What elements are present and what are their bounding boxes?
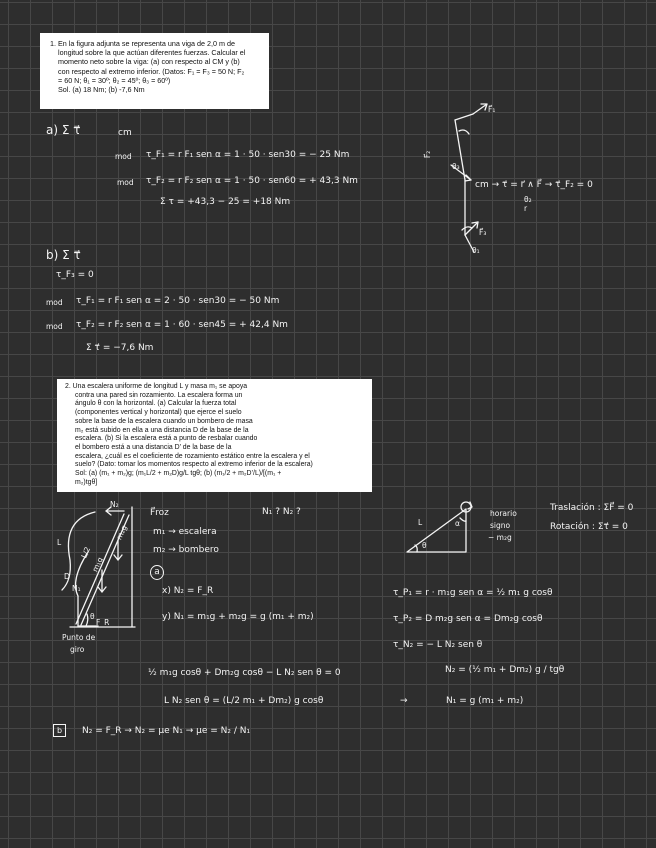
equilibrium-translation: Traslación : ΣF⃗ = 0 bbox=[550, 503, 634, 513]
part2-b-equation: N₂ = F_R → N₂ = μe N₁ → μe = N₂ / N₁ bbox=[82, 726, 251, 736]
problem-2-line: el bombero está a una distancia D’ de la base de la bbox=[75, 443, 232, 451]
part-b-torque-f2: τ_F₂ = r F₂ sen α = 1 · 60 · sen45 = + 42,4 Nm bbox=[76, 320, 288, 330]
part-b-torque-f3: τ_F₃ = 0 bbox=[56, 270, 94, 280]
equilibrium-rotation: Rotación : Στ⃗ = 0 bbox=[550, 522, 628, 532]
problem-2-line: suelo? (Dato: tomar los momentos respecto al extremo inferior de la escalera) bbox=[75, 461, 313, 469]
problem-1-line: longitud sobre la que actúan diferentes fuerzas. Calcular el bbox=[58, 48, 246, 58]
problem-1-line: con respecto al extremo inferior. (Datos: F₁ = F₃ = 50 N; F₂ bbox=[58, 66, 245, 76]
ladder-question: N₁ ? N₂ ? bbox=[262, 507, 301, 517]
part2-a-equation-2: L N₂ sen θ = (L/2 m₁ + Dm₂) g cosθ bbox=[164, 696, 324, 706]
part-a-torque-f2: τ_F₂ = r F₂ sen α = 1 · 50 · sen60 = + 43,3 Nm bbox=[146, 176, 358, 186]
ladder-point-label: Punto de bbox=[62, 633, 96, 642]
part-b-mod-label-2: mod bbox=[46, 322, 63, 331]
ladder-label-l2: L/2 bbox=[79, 545, 93, 560]
beam-label-theta3: θ₃ bbox=[452, 162, 460, 171]
problem-2-line: 2. Una escalera uniforme de longitud L y masa m₁ se apoya bbox=[65, 383, 248, 390]
triangle-alpha-label: α bbox=[455, 519, 460, 528]
triangle-alpha-arc bbox=[460, 518, 466, 521]
beam-cm-equation: cm → τ⃗ = r⃗ ∧ F⃗ → τ⃗_F₂ = 0 bbox=[475, 180, 593, 190]
ladder-label-l: L bbox=[57, 538, 62, 547]
sign-line-1: horario bbox=[490, 509, 517, 518]
ladder-froz: F⃗roz bbox=[150, 508, 169, 518]
part2-a-torque-p1: τ_P₁ = r · m₁g sen α = ½ m₁ g cosθ bbox=[393, 588, 553, 598]
part2-a-result-n2: N₂ = (½ m₁ + Dm₂) g / tgθ bbox=[445, 665, 565, 675]
beam-label-f2: F⃗₂ bbox=[423, 150, 433, 159]
problem-2-line: escalera. (b) Si la escalera está a punto de resbalar cuando bbox=[75, 435, 258, 443]
problem-1-solution: Sol. (a) 18 Nm; (b) -7,6 Nm bbox=[58, 85, 145, 95]
problem-1-line: = 60 N; θ₁ = 30º; θ₂ = 45º; θ₃ = 60º) bbox=[58, 75, 171, 85]
problem-1-line: 1. En la figura adjunta se representa una viga de 2,0 m de bbox=[50, 39, 236, 48]
part2-a-x-equation: x) N₂ = F_R bbox=[162, 586, 214, 596]
problem-2-line: sobre la base de la escalera cuando un bombero de masa bbox=[75, 417, 253, 425]
beam-label-f1: F⃗₁ bbox=[488, 105, 496, 114]
triangle-theta-arc bbox=[415, 545, 417, 552]
problem-2-solution: m₂)tgθ] bbox=[75, 478, 98, 486]
part2-b-marker: b bbox=[53, 724, 66, 737]
problem-2-line: m₂ está subido en ella a una distancia D de la base de la bbox=[75, 426, 249, 434]
ladder-label-m2g: m₂g bbox=[114, 523, 129, 542]
part2-a-result-n1: N₁ = g (m₁ + m₂) bbox=[446, 696, 524, 706]
part-b-heading: b) Σ τ⃗ bbox=[46, 248, 81, 262]
beam-label-theta1: θ₁ bbox=[472, 246, 480, 255]
part2-a-marker: a bbox=[150, 565, 164, 580]
part2-a-arrow: → bbox=[400, 696, 408, 706]
part-a-heading-sub: cm bbox=[118, 128, 132, 138]
part-b-mod-label-1: mod bbox=[46, 298, 63, 307]
ladder-label-n2: N₂ bbox=[110, 500, 119, 509]
part-a-heading: a) Σ τ⃗ bbox=[46, 123, 81, 137]
ladder-label-fr: F_R bbox=[96, 618, 110, 627]
ladder-label-n1: N₁ bbox=[72, 584, 81, 593]
problem-2-line: ángulo θ con la horizontal. (a) Calcular la fuerza total bbox=[75, 400, 237, 408]
ladder-label-m1g: m₁g bbox=[90, 555, 105, 574]
part-a-mod-label-2: mod bbox=[117, 178, 134, 187]
beam-label-r: r bbox=[524, 204, 528, 213]
ladder-m1: m₁ → escalera bbox=[153, 527, 217, 537]
ladder-point-label-2: giro bbox=[70, 645, 85, 654]
part2-a-torque-n2: τ_N₂ = − L N₂ sen θ bbox=[393, 640, 483, 650]
ladder-label-theta: θ bbox=[90, 612, 95, 621]
triangle-theta-label: θ bbox=[422, 541, 427, 550]
part-a-mod-label-1: mod bbox=[115, 152, 132, 161]
beam-label-f3: F⃗₃ bbox=[479, 228, 487, 237]
sign-line-3: − m₂g bbox=[488, 533, 512, 542]
part2-a-torque-p2: τ_P₂ = D m₂g sen α = Dm₂g cosθ bbox=[393, 614, 543, 624]
ladder-label-d: D bbox=[64, 572, 70, 581]
part2-a-equation-1: ½ m₁g cosθ + Dm₂g cosθ − L N₂ sen θ = 0 bbox=[148, 668, 341, 678]
part2-a-y-equation: y) N₁ = m₁g + m₂g = g (m₁ + m₂) bbox=[162, 612, 314, 622]
part-a-sum: Σ τ = +43,3 − 25 = +18 Nm bbox=[160, 197, 291, 207]
problem-1-line: momento neto sobre la viga: (a) con respecto al CM y (b) bbox=[58, 57, 240, 67]
problem-2-line: (componentes vertical y horizontal) que ejerce el suelo bbox=[75, 409, 242, 417]
sign-line-2: signo bbox=[490, 521, 511, 530]
problem-2-line: escalera, ¿cuál es el coeficiente de rozamiento estático entre la escalera y el bbox=[75, 452, 310, 460]
part-b-torque-f1: τ_F₁ = r F₁ sen α = 2 · 50 · sen30 = − 50 Nm bbox=[76, 296, 280, 306]
beam-label-theta2: θ₂ bbox=[524, 195, 532, 204]
part-a-torque-f1: τ_F₁ = r F₁ sen α = 1 · 50 · sen30 = − 25 Nm bbox=[146, 150, 350, 160]
ladder-m2: m₂ → bombero bbox=[153, 545, 219, 555]
triangle-side-label: L bbox=[418, 518, 423, 527]
problem-2-solution: Sol: (a) (m₁ + m₂)g; (m₁L/2 + m₂D)g/L tgθ; (b) (m₁/2 + m₂D’/L)/[(m₁ + bbox=[75, 470, 282, 478]
problem-2-line: contra una pared sin rozamiento. La escalera forma un bbox=[75, 391, 243, 399]
part-b-sum: Σ τ⃗ = −7,6 Nm bbox=[86, 343, 154, 353]
